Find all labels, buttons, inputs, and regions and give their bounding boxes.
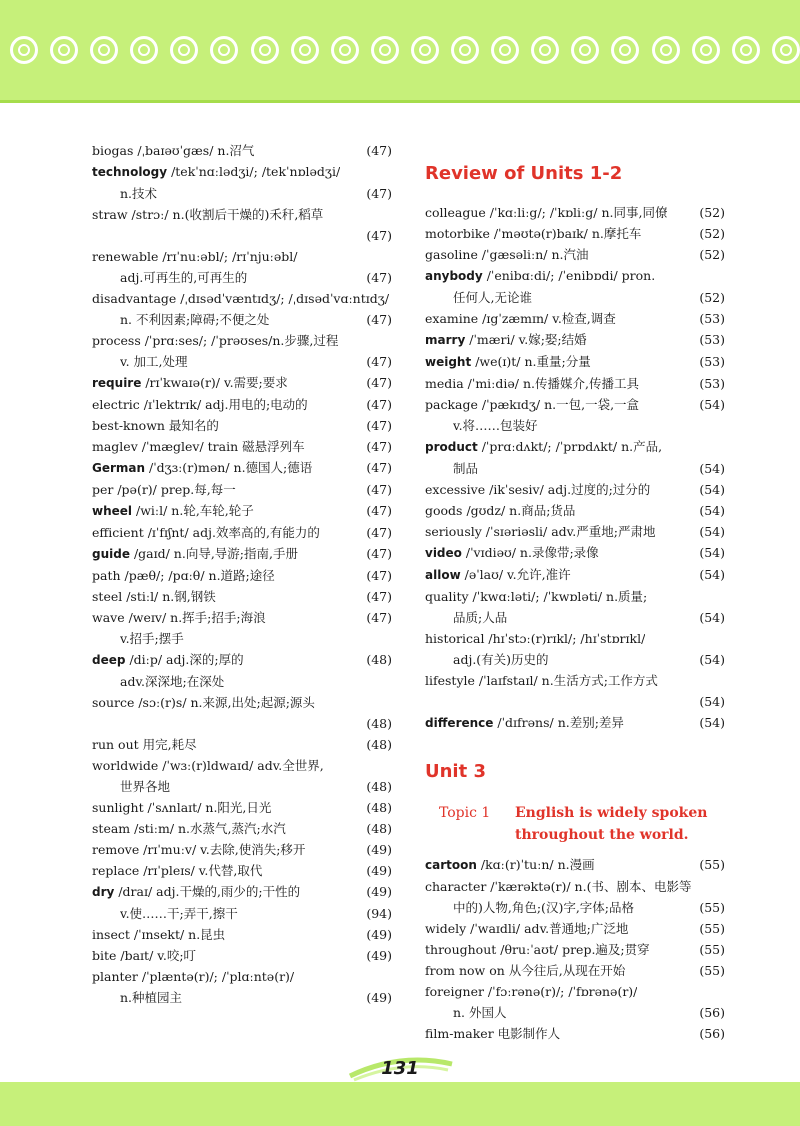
entry-line [425, 564, 725, 586]
entry-line [425, 244, 725, 265]
entry-line [92, 649, 392, 671]
vocab-entry [92, 330, 392, 372]
vocab-entry [92, 881, 392, 924]
page-reference: (49) [366, 884, 392, 899]
entry-line [425, 854, 725, 876]
entry-line [92, 140, 392, 161]
entry-line [425, 628, 725, 649]
entry-text: disadvantage /ˌdɪsədˈvæntɪdʒ/; /ˌdɪsədˈvɑːntɪdʒ/ [92, 291, 390, 306]
vocab-entry [425, 500, 725, 521]
binder-ring-icon [451, 36, 479, 64]
entry-text: efficient /ɪˈfɪʃnt/ adj.效率高的,有能力的 [92, 525, 320, 540]
page-reference: (47) [366, 525, 392, 540]
entry-line [425, 712, 725, 734]
page-reference: (47) [366, 482, 392, 497]
page-reference: (49) [366, 863, 392, 878]
entry-line [425, 373, 725, 394]
vocab-entry [425, 308, 725, 329]
binder-ring-icon [50, 36, 78, 64]
entry-text: insect /ˈɪnsekt/ n.昆虫 [92, 927, 226, 942]
entry-line [425, 308, 725, 329]
vocab-entry [92, 394, 392, 415]
entry-line [92, 204, 392, 225]
entry-text: gasoline /ˈgæsəliːn/ n.汽油 [425, 247, 589, 262]
entry-text: n. 外国人 [453, 1005, 507, 1020]
page-reference: (54) [699, 610, 725, 625]
page-reference: (55) [699, 900, 725, 915]
entry-text: adj.(有关)历史的 [453, 652, 549, 667]
vocab-entry [425, 479, 725, 500]
entry-line [92, 903, 392, 924]
page-reference: (94) [366, 906, 392, 921]
entry-line [425, 542, 725, 564]
entry-text: difference /ˈdɪfrəns/ n.差别;差异 [425, 715, 624, 730]
page-reference: (47) [366, 143, 392, 158]
entry-line [92, 692, 392, 713]
page-reference: (54) [699, 567, 725, 582]
entry-text: 制品 [453, 461, 479, 476]
page-number-badge [340, 1050, 460, 1086]
entry-line [92, 522, 392, 543]
vocab-entry [425, 244, 725, 265]
vocab-entry [92, 734, 392, 755]
entry-line [425, 1002, 725, 1023]
entry-line [92, 415, 392, 436]
entry-line [92, 755, 392, 776]
entry-line [425, 960, 725, 981]
entry-line [92, 246, 392, 267]
vocab-entry [92, 543, 392, 565]
page-reference: (54) [699, 545, 725, 560]
binder-ring-icon [90, 36, 118, 64]
entry-text: best-known 最知名的 [92, 418, 219, 433]
page-reference: (56) [699, 1026, 725, 1041]
entry-text: n.种植园主 [120, 990, 183, 1005]
page-reference: (47) [366, 375, 392, 390]
vocab-entry [425, 628, 725, 670]
vocab-entry [92, 457, 392, 479]
entry-line [425, 649, 725, 670]
page-reference: (52) [699, 247, 725, 262]
entry-line [425, 876, 725, 897]
entry-line [92, 565, 392, 586]
entry-line [92, 713, 392, 734]
entry-text: worldwide /ˈwɜː(r)ldwaɪd/ adv.全世界, [92, 758, 324, 773]
entry-text: v.将……包装好 [453, 418, 538, 433]
page-number: 131 [381, 1057, 419, 1079]
entry-line [425, 223, 725, 244]
right-column [425, 160, 725, 1044]
page-reference: (49) [366, 948, 392, 963]
binder-ring-icon [371, 36, 399, 64]
entry-line [425, 981, 725, 1002]
entry-text: process /ˈprɑːses/; /ˈprəʊses/n.步骤,过程 [92, 333, 339, 348]
entry-text: anybody /ˈenibɑːdi/; /ˈenibɒdi/ pron. [425, 268, 656, 283]
page-reference: (49) [366, 990, 392, 1005]
binder-ring-icon [652, 36, 680, 64]
footer-band [0, 1082, 800, 1126]
binder-ring-icon [692, 36, 720, 64]
entry-text: technology /tekˈnɑːlədʒi/; /tekˈnɒlədʒi/ [92, 164, 341, 179]
entry-line [425, 394, 725, 415]
entry-text: electric /ɪˈlektrɪk/ adj.用电的;电动的 [92, 397, 308, 412]
vocab-entry [425, 329, 725, 351]
vocab-entry [425, 542, 725, 564]
page-reference: (48) [366, 821, 392, 836]
page-reference: (53) [699, 354, 725, 369]
entry-line [425, 351, 725, 373]
entry-text: adv.深深地;在深处 [120, 674, 225, 689]
entry-text: wave /weɪv/ n.挥手;招手;海浪 [92, 610, 266, 625]
binder-ring-icon [411, 36, 439, 64]
header-divider [0, 100, 800, 103]
vocab-entry [92, 692, 392, 734]
vocab-entry [92, 818, 392, 839]
topic-text [515, 802, 707, 846]
vocab-entry [425, 373, 725, 394]
entry-text: sunlight /ˈsʌnlaɪt/ n.阳光,日光 [92, 800, 272, 815]
vocab-entry [92, 522, 392, 543]
vocab-entry [425, 265, 725, 308]
page-reference: (48) [366, 652, 392, 667]
entry-line [425, 500, 725, 521]
vocab-entry [425, 981, 725, 1023]
unit-title: Unit 3 [425, 761, 486, 782]
binder-ring-icon [491, 36, 519, 64]
entry-line [425, 670, 725, 691]
vocab-entry [425, 394, 725, 436]
vocab-entry [425, 939, 725, 960]
topic-text-line-1: English is widely spoken [515, 805, 708, 821]
entry-text: dry /draɪ/ adj.干燥的,雨少的;干性的 [92, 884, 301, 899]
entry-text: 品质;人品 [453, 610, 508, 625]
entry-text: remove /rɪˈmuːv/ v.去除,使消失;移开 [92, 842, 306, 857]
entry-line [425, 939, 725, 960]
vocab-entry [92, 839, 392, 860]
vocab-entry [92, 565, 392, 586]
page-reference: (55) [699, 942, 725, 957]
page-reference: (56) [699, 1005, 725, 1020]
binder-ring-icon [210, 36, 238, 64]
entry-text: character /ˈkærəktə(r)/ n.(书、剧本、电影等 [425, 879, 692, 894]
entry-line [92, 881, 392, 903]
vocab-entry [425, 1023, 725, 1044]
entry-line [92, 436, 392, 457]
page-reference: (55) [699, 963, 725, 978]
binder-ring-icon [291, 36, 319, 64]
page-reference: (54) [699, 482, 725, 497]
entry-line [92, 818, 392, 839]
entry-text: marry /ˈmæri/ v.嫁;娶;结婚 [425, 332, 587, 347]
entry-line [92, 161, 392, 183]
entry-line [425, 1023, 725, 1044]
page-reference: (53) [699, 311, 725, 326]
page-reference: (54) [699, 503, 725, 518]
page-reference: (54) [699, 694, 725, 709]
entry-text: lifestyle /ˈlaɪfstaɪl/ n.生活方式;工作方式 [425, 673, 658, 688]
entry-line [425, 479, 725, 500]
left-column [92, 140, 392, 1008]
entry-line [92, 987, 392, 1008]
entry-text: from now on 从今往后,从现在开始 [425, 963, 626, 978]
binder-ring-icon [251, 36, 279, 64]
vocab-entry [92, 860, 392, 881]
entry-text: v.招手;摆手 [120, 631, 184, 646]
entry-line [425, 897, 725, 918]
vocab-entry [92, 415, 392, 436]
entry-text: weight /we(ɪ)t/ n.重量;分量 [425, 354, 591, 369]
entry-text: product /ˈprɑːdʌkt/; /ˈprɒdʌkt/ n.产品, [425, 439, 663, 454]
vocab-entry [425, 960, 725, 981]
entry-text: straw /strɔː/ n.(收割后干燥的)禾秆,稻草 [92, 207, 324, 222]
binder-ring-icon [611, 36, 639, 64]
vocab-entry [425, 854, 725, 876]
entry-line [425, 436, 725, 458]
entry-line [92, 860, 392, 881]
entry-line [92, 351, 392, 372]
binder-ring-icon [170, 36, 198, 64]
entry-text: allow /əˈlaʊ/ v.允许,准许 [425, 567, 571, 582]
entry-text: biogas /ˌbaɪəʊˈgæs/ n.沼气 [92, 143, 255, 158]
page-reference: (52) [699, 226, 725, 241]
entry-line [92, 797, 392, 818]
vocab-entry [425, 223, 725, 244]
entry-text: per /pə(r)/ prep.每,每一 [92, 482, 236, 497]
page-reference: (47) [366, 397, 392, 412]
header-band [0, 0, 800, 100]
page-reference: (53) [699, 332, 725, 347]
entry-text: quality /ˈkwɑːləti/; /ˈkwɒləti/ n.质量; [425, 589, 648, 604]
page-reference: (47) [366, 589, 392, 604]
entry-line [92, 394, 392, 415]
page-reference: (55) [699, 921, 725, 936]
entry-text: v.使……干;弄干,擦干 [120, 906, 238, 921]
entry-text: steel /stiːl/ n.钢,钢铁 [92, 589, 216, 604]
page-reference: (53) [699, 376, 725, 391]
binder-ring-icon [531, 36, 559, 64]
review-entry-list [425, 202, 725, 734]
entry-text: throughout /θruːˈaʊt/ prep.遍及;贯穿 [425, 942, 650, 957]
entry-line [92, 309, 392, 330]
page-reference: (47) [366, 186, 392, 201]
page-reference: (49) [366, 842, 392, 857]
entry-text: examine /ɪgˈzæmɪn/ v.检查,调查 [425, 311, 616, 326]
entry-line [425, 691, 725, 712]
entry-text: n. 不利因素;障碍;不便之处 [120, 312, 270, 327]
entry-line [92, 330, 392, 351]
page-reference: (47) [366, 270, 392, 285]
entry-text: deep /diːp/ adj.深的;厚的 [92, 652, 244, 667]
page-reference: (47) [366, 546, 392, 561]
vocab-entry [92, 945, 392, 966]
entry-line [92, 183, 392, 204]
entry-text: replace /rɪˈpleɪs/ v.代替,取代 [92, 863, 263, 878]
vocab-entry [92, 479, 392, 500]
entry-text: path /pæθ/; /pɑːθ/ n.道路;途径 [92, 568, 275, 583]
entry-line [92, 839, 392, 860]
entry-line [92, 288, 392, 309]
page-reference: (55) [699, 857, 725, 872]
page-reference: (47) [366, 418, 392, 433]
page-reference: (54) [699, 524, 725, 539]
entry-line [425, 918, 725, 939]
page-reference: (47) [366, 503, 392, 518]
entry-line [425, 329, 725, 351]
page-reference: (54) [699, 397, 725, 412]
entry-line [92, 500, 392, 522]
entry-line [425, 458, 725, 479]
entry-text: v. 加工,处理 [120, 354, 188, 369]
entry-line [92, 479, 392, 500]
page-reference: (54) [699, 652, 725, 667]
topic-label: Topic 1 [439, 805, 491, 821]
entry-text: maglev /ˈmæglev/ train 磁悬浮列车 [92, 439, 305, 454]
page-reference: (48) [366, 716, 392, 731]
vocab-entry [92, 797, 392, 818]
entry-text: video /ˈvɪdiəʊ/ n.录像带;录像 [425, 545, 599, 560]
entry-text: 任何人,无论谁 [453, 290, 532, 305]
entry-line [92, 586, 392, 607]
binder-ring-icon [732, 36, 760, 64]
vocab-entry [425, 712, 725, 734]
review-section-title: Review of Units 1-2 [425, 163, 623, 184]
vocab-entry [92, 966, 392, 1008]
vocab-entry [425, 586, 725, 628]
entry-line [425, 287, 725, 308]
page-reference: (49) [366, 927, 392, 942]
page-reference: (47) [366, 228, 392, 243]
entry-text: require /rɪˈkwaɪə(r)/ v.需要;要求 [92, 375, 288, 390]
binder-ring-icon [10, 36, 38, 64]
entry-line [425, 586, 725, 607]
topic-heading [439, 802, 725, 846]
vocab-entry [92, 204, 392, 246]
entry-line [425, 415, 725, 436]
entry-text: n.技术 [120, 186, 158, 201]
entry-line [92, 267, 392, 288]
entry-line [92, 734, 392, 755]
entry-text: run out 用完,耗尽 [92, 737, 197, 752]
entry-line [425, 521, 725, 542]
vocab-entry [92, 586, 392, 607]
entry-text: historical /hɪˈstɔː(r)rɪkl/; /hɪˈstɒrɪkl/ [425, 631, 646, 646]
entry-line [92, 628, 392, 649]
vocab-entry [425, 351, 725, 373]
entry-text: foreigner /ˈfɔːrənə(r)/; /ˈfɒrənə(r)/ [425, 984, 638, 999]
page-reference: (47) [366, 439, 392, 454]
page-reference: (48) [366, 737, 392, 752]
entry-line [92, 543, 392, 565]
entry-line [425, 202, 725, 223]
vocab-entry [92, 607, 392, 649]
page-reference: (54) [699, 461, 725, 476]
binder-ring-icon [772, 36, 800, 64]
entry-line [425, 265, 725, 287]
page-reference: (47) [366, 460, 392, 475]
vocab-entry [92, 140, 392, 161]
vocab-entry [425, 436, 725, 479]
entry-line [425, 607, 725, 628]
vocab-entry [425, 918, 725, 939]
entry-text: steam /stiːm/ n.水蒸气,蒸汽;水汽 [92, 821, 286, 836]
entry-line [92, 945, 392, 966]
entry-text: guide /gaɪd/ n.向导,导游;指南,手册 [92, 546, 298, 561]
entry-text: renewable /rɪˈnuːəbl/; /rɪˈnjuːəbl/ [92, 249, 298, 264]
entry-text: 世界各地 [120, 779, 171, 794]
page-reference: (54) [699, 715, 725, 730]
vocab-entry [425, 521, 725, 542]
entry-line [92, 457, 392, 479]
vocab-entry [92, 288, 392, 330]
entry-text: German /ˈdʒɜː(r)mən/ n.德国人;德语 [92, 460, 313, 475]
page-reference: (52) [699, 205, 725, 220]
entry-text: widely /ˈwaɪdli/ adv.普通地;广泛地 [425, 921, 629, 936]
vocab-entry [92, 924, 392, 945]
entry-text: film-maker 电影制作人 [425, 1026, 561, 1041]
entry-text: motorbike /ˈməʊtə(r)baɪk/ n.摩托车 [425, 226, 642, 241]
entry-line [92, 225, 392, 246]
page-reference: (47) [366, 354, 392, 369]
entry-text: media /ˈmiːdiə/ n.传播媒介,传播工具 [425, 376, 639, 391]
entry-line [92, 924, 392, 945]
entry-line [92, 776, 392, 797]
vocab-entry [425, 876, 725, 918]
entry-line [92, 966, 392, 987]
entry-text: planter /ˈplæntə(r)/; /ˈplɑːntə(r)/ [92, 969, 295, 984]
vocab-entry [92, 755, 392, 797]
binder-ring-icon [331, 36, 359, 64]
entry-text: goods /gʊdz/ n.商品;货品 [425, 503, 576, 518]
vocab-entry [92, 246, 392, 288]
binder-ring-icon [130, 36, 158, 64]
entry-text: bite /baɪt/ v.咬;叮 [92, 948, 197, 963]
vocab-entry [425, 564, 725, 586]
vocab-entry [92, 161, 392, 204]
binder-ring-icon [571, 36, 599, 64]
entry-text: seriously /ˈsɪəriəsli/ adv.严重地;严肃地 [425, 524, 656, 539]
vocab-entry [92, 649, 392, 692]
entry-text: excessive /ikˈsesiv/ adj.过度的;过分的 [425, 482, 651, 497]
entry-text: cartoon /kɑː(r)ˈtuːn/ n.漫画 [425, 857, 595, 872]
page-reference: (52) [699, 290, 725, 305]
vocab-entry [92, 500, 392, 522]
entry-text: colleague /ˈkɑːliːg/; /ˈkɒliːg/ n.同事,同僚 [425, 205, 668, 220]
page-reference: (47) [366, 610, 392, 625]
entry-text: package /ˈpækɪdʒ/ n.一包,一袋,一盒 [425, 397, 640, 412]
entry-line [92, 372, 392, 394]
entry-line [92, 607, 392, 628]
vocab-entry [92, 372, 392, 394]
page-reference: (48) [366, 800, 392, 815]
page-reference: (48) [366, 779, 392, 794]
entry-text: source /sɔː(r)s/ n.来源,出处;起源;源头 [92, 695, 315, 710]
vocab-entry [425, 202, 725, 223]
page-reference: (47) [366, 568, 392, 583]
entry-line [92, 671, 392, 692]
vocab-entry [425, 670, 725, 712]
vocab-entry [92, 436, 392, 457]
entry-text: 中的)人物,角色;(汉)字,字体;品格 [453, 900, 635, 915]
page-reference: (47) [366, 312, 392, 327]
entry-text: wheel /wiːl/ n.轮,车轮,轮子 [92, 503, 254, 518]
entry-text: adj.可再生的,可再生的 [120, 270, 248, 285]
topic-text-line-2: throughout the world. [515, 827, 689, 843]
binder-rings [10, 36, 800, 72]
unit-entry-list [425, 854, 725, 1044]
